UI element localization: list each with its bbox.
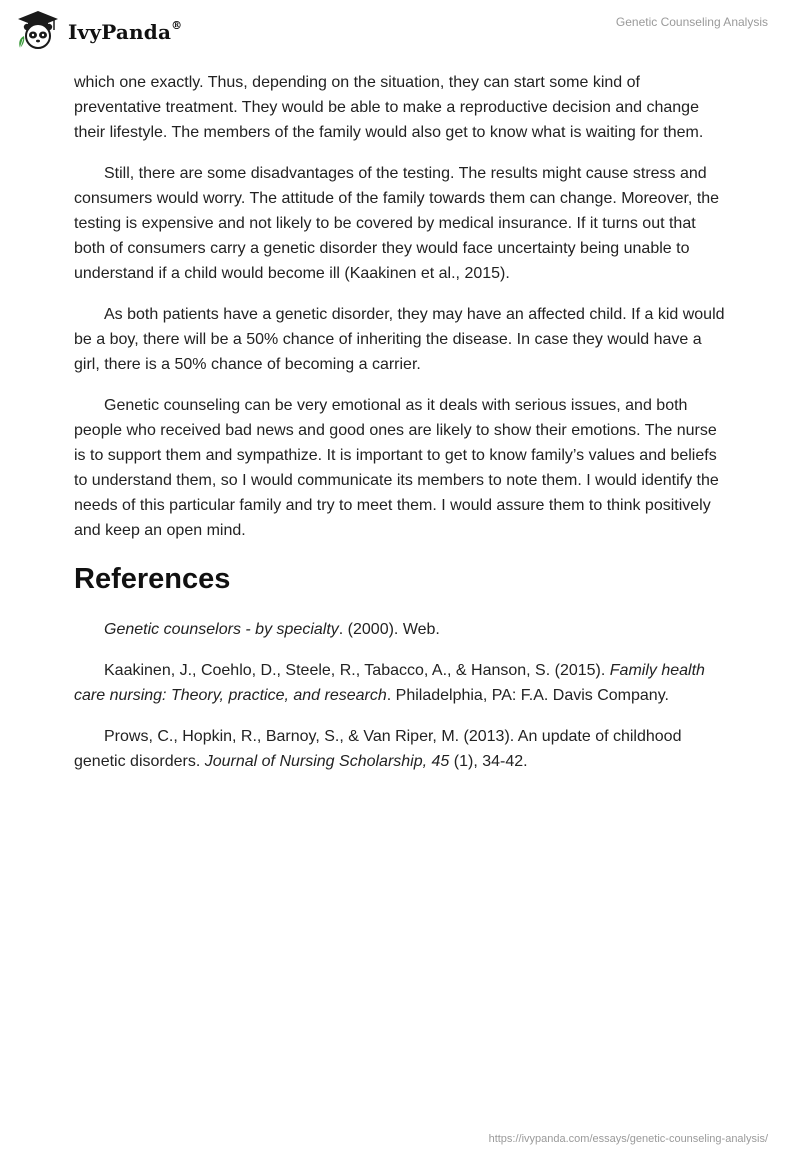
essay-content	[74, 70, 730, 790]
page-header	[0, 0, 800, 70]
reference-title: Journal of Nursing Scholarship, 45	[204, 753, 450, 770]
footer-url-link[interactable]: https://ivypanda.com/essays/genetic-counseling-analysis/	[488, 1133, 768, 1145]
body-paragraph: As both patients have a genetic disorder, they may have an affected child. If a kid would be a boy, there will be a 50% chance of inheriting the disease. In case they would have a girl, there is a 50% chance of becoming a carrier.	[74, 306, 725, 373]
reference-title: Family health care nursing: Theory, practice, and research	[74, 662, 705, 704]
reference-item: Prows, C., Hopkin, R., Barnoy, S., & Van Riper, M. (2013). An update of childhood genetic disorders. Journal of Nursing Scholarship, 45 (1), 34-42.	[74, 728, 682, 770]
reference-title: Genetic counselors - by specialty	[104, 621, 339, 638]
panda-logo-icon	[14, 10, 62, 50]
body-paragraph: Still, there are some disadvantages of the testing. The results might cause stress and consumers would worry. The attitude of the family towards them can change. Moreover, the testing is expensive and not likely to be covered by medical insurance. If it turns out that both of consumers carry a genetic disorder they would face uncertainty being unable to understand if a child would become ill (Kaakinen et al., 2015).	[74, 165, 720, 282]
brand-name: IvyPanda®	[68, 19, 183, 44]
ivypanda-logo[interactable]	[14, 10, 182, 50]
reference-item: Genetic counselors - by specialty. (2000). Web.	[104, 621, 440, 638]
reference-item: Kaakinen, J., Coehlo, D., Steele, R., Tabacco, A., & Hanson, S. (2015). Family health care nursing: Theory, practice, and research. Philadelphia, PA: F.A. Davis Company.	[74, 662, 705, 704]
body-paragraph: which one exactly. Thus, depending on the situation, they can start some kind of preventative treatment. They would be able to make a reproductive decision and change their lifestyle. The members of the family would also get to know what is waiting for them.	[74, 74, 704, 141]
document-title: Genetic Counseling Analysis	[615, 15, 768, 29]
body-paragraph: Genetic counseling can be very emotional as it deals with serious issues, and both people who received bad news and good ones are likely to show their emotions. The nurse is to support them and sympathize. It is important to get to know family’s values and beliefs to understand them, so I would communicate its members to note them. I would identify the needs of this particular family and try to meet them. I would assure them to think positively and keep an open mind.	[74, 397, 719, 539]
references-heading: References	[74, 563, 231, 595]
